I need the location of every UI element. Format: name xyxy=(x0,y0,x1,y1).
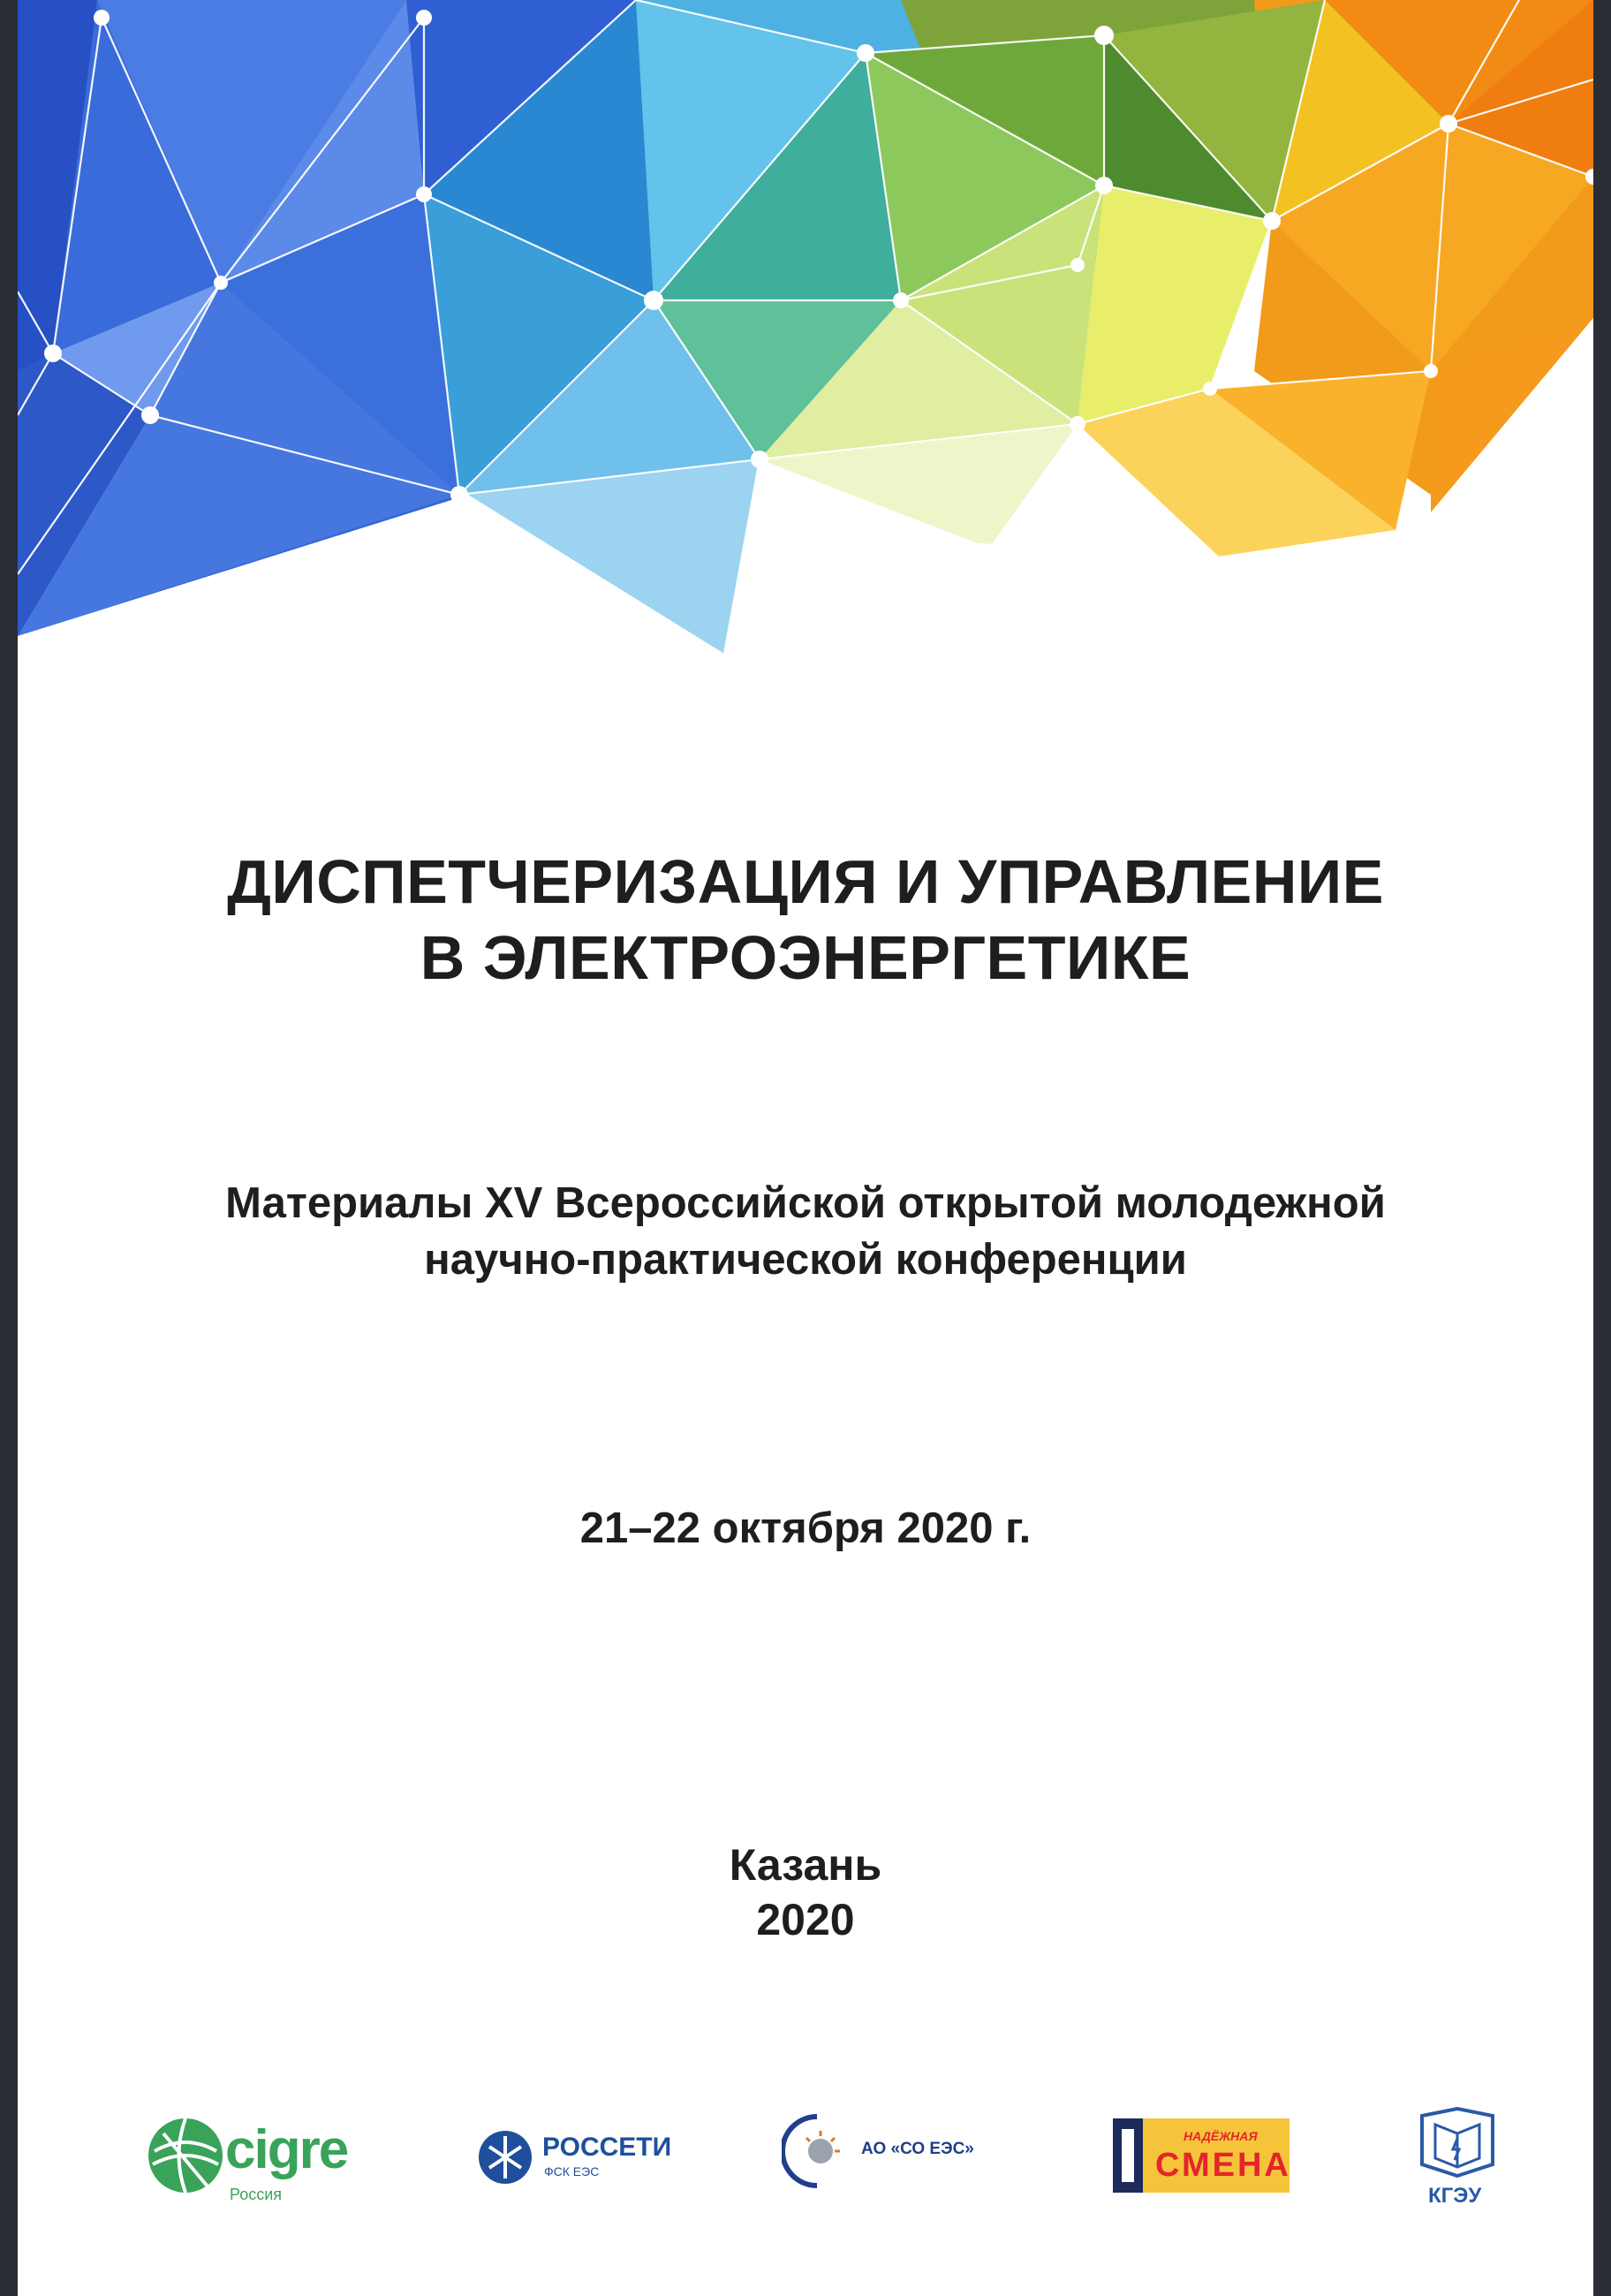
smena-wordmark: СМЕНА xyxy=(1155,2147,1291,2184)
title-line-2: В ЭЛЕКТРОЭНЕРГЕТИКЕ xyxy=(420,923,1191,992)
city: Казань xyxy=(729,1840,882,1890)
kgeu-logo xyxy=(1409,2076,1515,2226)
cigre-sub: Россия xyxy=(230,2186,283,2203)
smena-logo xyxy=(1113,2076,1307,2226)
cover-page xyxy=(18,0,1593,2296)
so-ees-logo xyxy=(782,2076,1011,2226)
document-subtitle xyxy=(18,1175,1593,1288)
smena-tag: НАДЁЖНАЯ xyxy=(1184,2129,1258,2143)
year: 2020 xyxy=(756,1895,855,1944)
so-ees-wordmark: АО «СО ЕЭС» xyxy=(861,2140,974,2158)
cigre-logo xyxy=(132,2076,389,2226)
polygon-network-banner xyxy=(18,0,1593,671)
rosseti-logo xyxy=(477,2076,689,2226)
subtitle-line-1: Материалы XV Всероссийской открытой молодежной xyxy=(225,1179,1386,1227)
cigre-wordmark: cigre xyxy=(225,2119,348,2180)
document-title xyxy=(18,844,1593,996)
publication-place xyxy=(18,1838,1593,1947)
kgeu-emblem-icon xyxy=(1418,2107,1497,2178)
rosseti-wordmark: РОССЕТИ xyxy=(542,2133,672,2162)
rosseti-sub: ФСК ЕЭС xyxy=(544,2164,600,2179)
conference-dates: 21–22 октября 2020 г. xyxy=(579,1504,1032,1552)
subtitle-line-2: научно-практической конференции xyxy=(424,1236,1187,1284)
cigre-globe-icon xyxy=(146,2116,225,2195)
kgeu-wordmark: КГЭУ xyxy=(1428,2184,1482,2208)
so-ees-emblem-icon xyxy=(782,2111,852,2191)
rosseti-emblem-icon xyxy=(477,2129,533,2186)
sponsor-logos xyxy=(18,2076,1593,2226)
title-line-1: ДИСПЕТЧЕРИЗАЦИЯ И УПРАВЛЕНИЕ xyxy=(227,847,1384,916)
